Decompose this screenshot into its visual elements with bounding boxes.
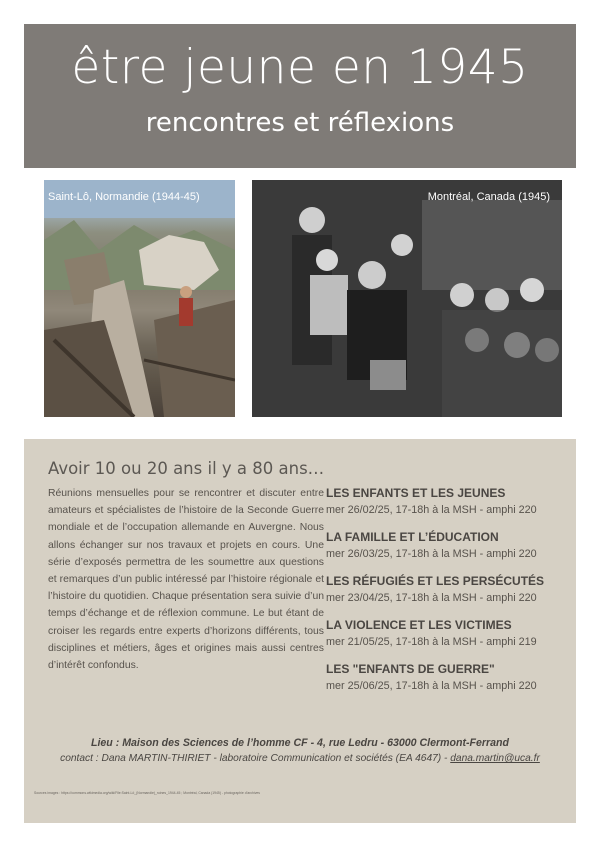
photo-caption-montreal: Montréal, Canada (1945) xyxy=(427,191,550,203)
photo-saint-lo xyxy=(44,180,235,417)
session-date: mer 26/03/25, 17-18h à la MSH - amphi 220 xyxy=(326,548,537,560)
session-date: mer 25/06/25, 17-18h à la MSH - amphi 220 xyxy=(326,680,537,692)
intro-paragraph: Réunions mensuelles pour se rencontrer et discuter entre amateurs et spécialistes de l’histoire de la Seconde Guerre mondiale et de l’occupation allemande en Auvergne. Nous allons échanger sur nos travaux et projets en cours. Une série d’exposés permettra de les soumettre aux questions et remarques d’un public intéressé par l’histoire régionale et l’histoire du quotidien. Chaque présentation sera suivie d’un temps d’échange et de réflexion commune. Le but étant de croiser les regards entre experts d’horizons différents, tous disciplines et métiers, âges et origines mais aussi centres d’intérêt confondus. xyxy=(48,488,324,672)
contact-email-link[interactable]: dana.martin@uca.fr xyxy=(450,753,540,764)
session-title: LES RÉFUGIÉS ET LES PERSÉCUTÉS xyxy=(326,574,545,588)
session-date: mer 23/04/25, 17-18h à la MSH - amphi 220 xyxy=(326,592,537,604)
session-item xyxy=(326,485,566,529)
session-item xyxy=(326,573,566,617)
page-subtitle: rencontres et réflexions xyxy=(145,108,455,138)
image-credits: Sources images : https://commons.wikimedia.org/wiki/File:Saint-Lô_(Normandie)_ruines_1944-45 ; Montréal, Canada (1945) - photographie d’archives xyxy=(34,791,260,795)
session-date: mer 21/05/25, 17-18h à la MSH - amphi 219 xyxy=(326,636,537,648)
session-item xyxy=(326,617,566,661)
intro-heading: Avoir 10 ou 20 ans il y a 80 ans… xyxy=(48,459,325,478)
session-item xyxy=(326,661,566,705)
session-title: LA FAMILLE ET L’ÉDUCATION xyxy=(326,530,499,544)
crowd-illustration xyxy=(252,180,562,417)
info-panel xyxy=(24,439,576,823)
photo-montreal xyxy=(252,180,562,417)
ruins-illustration xyxy=(44,180,235,417)
page-title: être jeune en 1945 xyxy=(71,40,529,95)
session-list xyxy=(326,485,566,705)
session-item xyxy=(326,529,566,573)
contact-line xyxy=(24,753,576,764)
session-title: LES ENFANTS ET LES JEUNES xyxy=(326,486,506,500)
photo-caption-saint-lo: Saint-Lô, Normandie (1944-45) xyxy=(48,191,200,203)
session-date: mer 26/02/25, 17-18h à la MSH - amphi 220 xyxy=(326,504,537,516)
session-title: LA VIOLENCE ET LES VICTIMES xyxy=(326,618,512,632)
venue-line: Lieu : Maison des Sciences de l’homme CF - 4, rue Ledru - 63000 Clermont-Ferrand xyxy=(91,737,509,749)
header-banner xyxy=(24,24,576,168)
session-title: LES "ENFANTS DE GUERRE" xyxy=(326,662,495,676)
contact-text: contact : Dana MARTIN-THIRIET - laboratoire Communication et sociétés (EA 4647) - xyxy=(60,753,451,764)
